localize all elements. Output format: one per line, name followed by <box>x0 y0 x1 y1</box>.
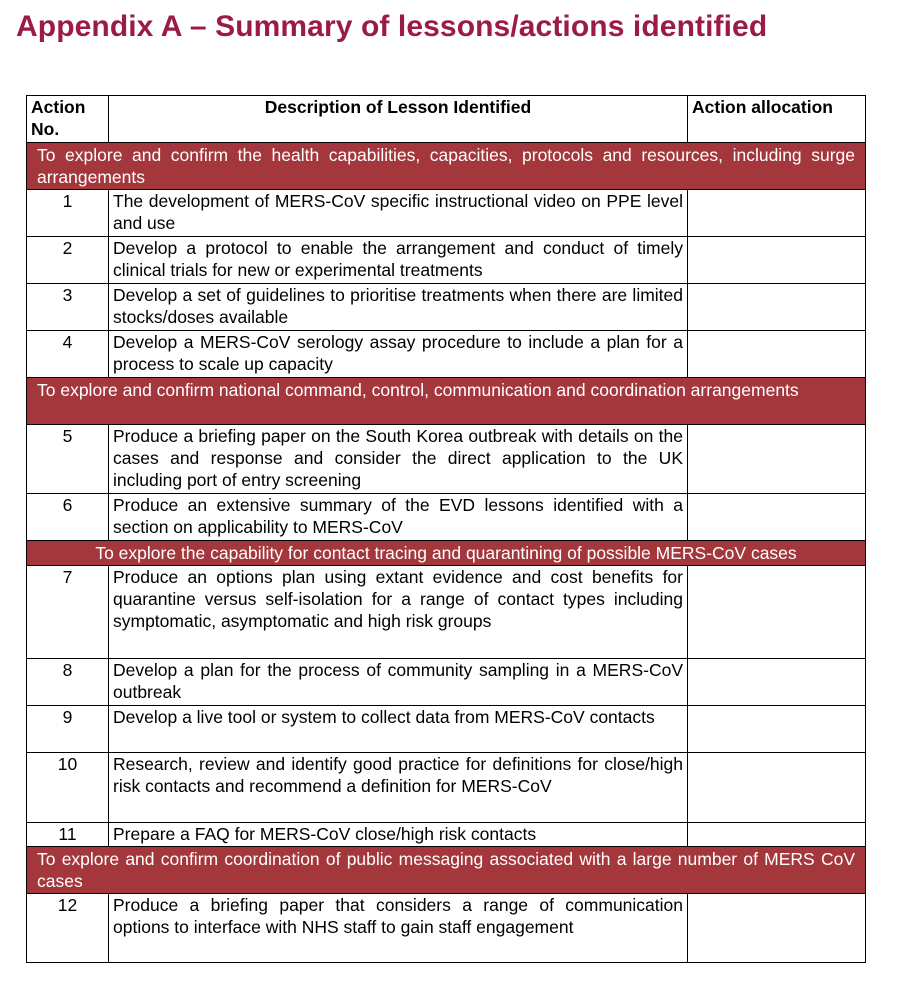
table-row <box>27 659 866 706</box>
action-number: 11 <box>27 823 109 847</box>
section-heading-row <box>27 541 866 566</box>
action-number: 6 <box>27 494 109 541</box>
action-number: 5 <box>27 425 109 494</box>
table-row <box>27 331 866 378</box>
table-row <box>27 237 866 284</box>
action-number: 8 <box>27 659 109 706</box>
action-allocation-cell <box>688 753 866 823</box>
action-allocation-cell <box>688 190 866 237</box>
action-allocation-cell <box>688 659 866 706</box>
table-row <box>27 190 866 237</box>
action-number: 2 <box>27 237 109 284</box>
action-allocation-cell <box>688 494 866 541</box>
action-number: 10 <box>27 753 109 823</box>
action-allocation-cell <box>688 566 866 659</box>
table-row <box>27 753 866 823</box>
action-allocation-cell <box>688 331 866 378</box>
action-number: 12 <box>27 894 109 963</box>
section-heading-row <box>27 378 866 425</box>
action-number: 9 <box>27 706 109 753</box>
action-number: 7 <box>27 566 109 659</box>
lesson-description: Produce a briefing paper that considers a range of communication options to interface with NHS staff to gain staff engagement <box>109 894 688 963</box>
action-allocation-cell <box>688 823 866 847</box>
action-allocation-cell <box>688 894 866 963</box>
lesson-description: Develop a MERS-CoV serology assay procedure to include a plan for a process to scale up capacity <box>109 331 688 378</box>
action-allocation-cell <box>688 284 866 331</box>
action-number: 3 <box>27 284 109 331</box>
section-heading-row <box>27 143 866 190</box>
lesson-description: Produce an extensive summary of the EVD lessons identified with a section on applicability to MERS-CoV <box>109 494 688 541</box>
section-heading: To explore the capability for contact tracing and quarantining of possible MERS-CoV cases <box>27 541 866 566</box>
action-number: 4 <box>27 331 109 378</box>
lesson-description: Develop a live tool or system to collect data from MERS-CoV contacts <box>109 706 688 753</box>
table-row <box>27 894 866 963</box>
lesson-description: Develop a set of guidelines to prioritise treatments when there are limited stocks/doses available <box>109 284 688 331</box>
lesson-description: Prepare a FAQ for MERS-CoV close/high risk contacts <box>109 823 688 847</box>
table-row <box>27 566 866 659</box>
action-allocation-cell <box>688 425 866 494</box>
table-row <box>27 706 866 753</box>
section-heading: To explore and confirm coordination of public messaging associated with a large number of MERS CoV cases <box>27 847 866 894</box>
header-description: Description of Lesson Identified <box>109 96 688 143</box>
lesson-description: Develop a plan for the process of community sampling in a MERS-CoV outbreak <box>109 659 688 706</box>
section-heading-row <box>27 847 866 894</box>
lesson-description: Research, review and identify good practice for definitions for close/high risk contacts and recommend a definition for MERS-CoV <box>109 753 688 823</box>
action-allocation-cell <box>688 237 866 284</box>
table-row <box>27 284 866 331</box>
lesson-description: Produce a briefing paper on the South Korea outbreak with details on the cases and response and consider the direct application to the UK including port of entry screening <box>109 425 688 494</box>
page-title: Appendix A – Summary of lessons/actions identified <box>16 10 768 43</box>
table-header-row <box>27 96 866 143</box>
table-row <box>27 823 866 847</box>
lesson-description: The development of MERS-CoV specific instructional video on PPE level and use <box>109 190 688 237</box>
lesson-description: Develop a protocol to enable the arrangement and conduct of timely clinical trials for new or experimental treatments <box>109 237 688 284</box>
header-action-allocation: Action allocation <box>688 96 866 143</box>
action-allocation-cell <box>688 706 866 753</box>
section-heading: To explore and confirm national command, control, communication and coordination arrangements <box>27 378 866 425</box>
section-heading: To explore and confirm the health capabilities, capacities, protocols and resources, including surge arrangements <box>27 143 866 190</box>
lessons-table <box>26 95 866 963</box>
table-row <box>27 425 866 494</box>
table-row <box>27 494 866 541</box>
action-number: 1 <box>27 190 109 237</box>
header-action-no: Action No. <box>27 96 109 143</box>
lesson-description: Produce an options plan using extant evidence and cost benefits for quarantine versus self-isolation for a range of contact types including symptomatic, asymptomatic and high risk groups <box>109 566 688 659</box>
